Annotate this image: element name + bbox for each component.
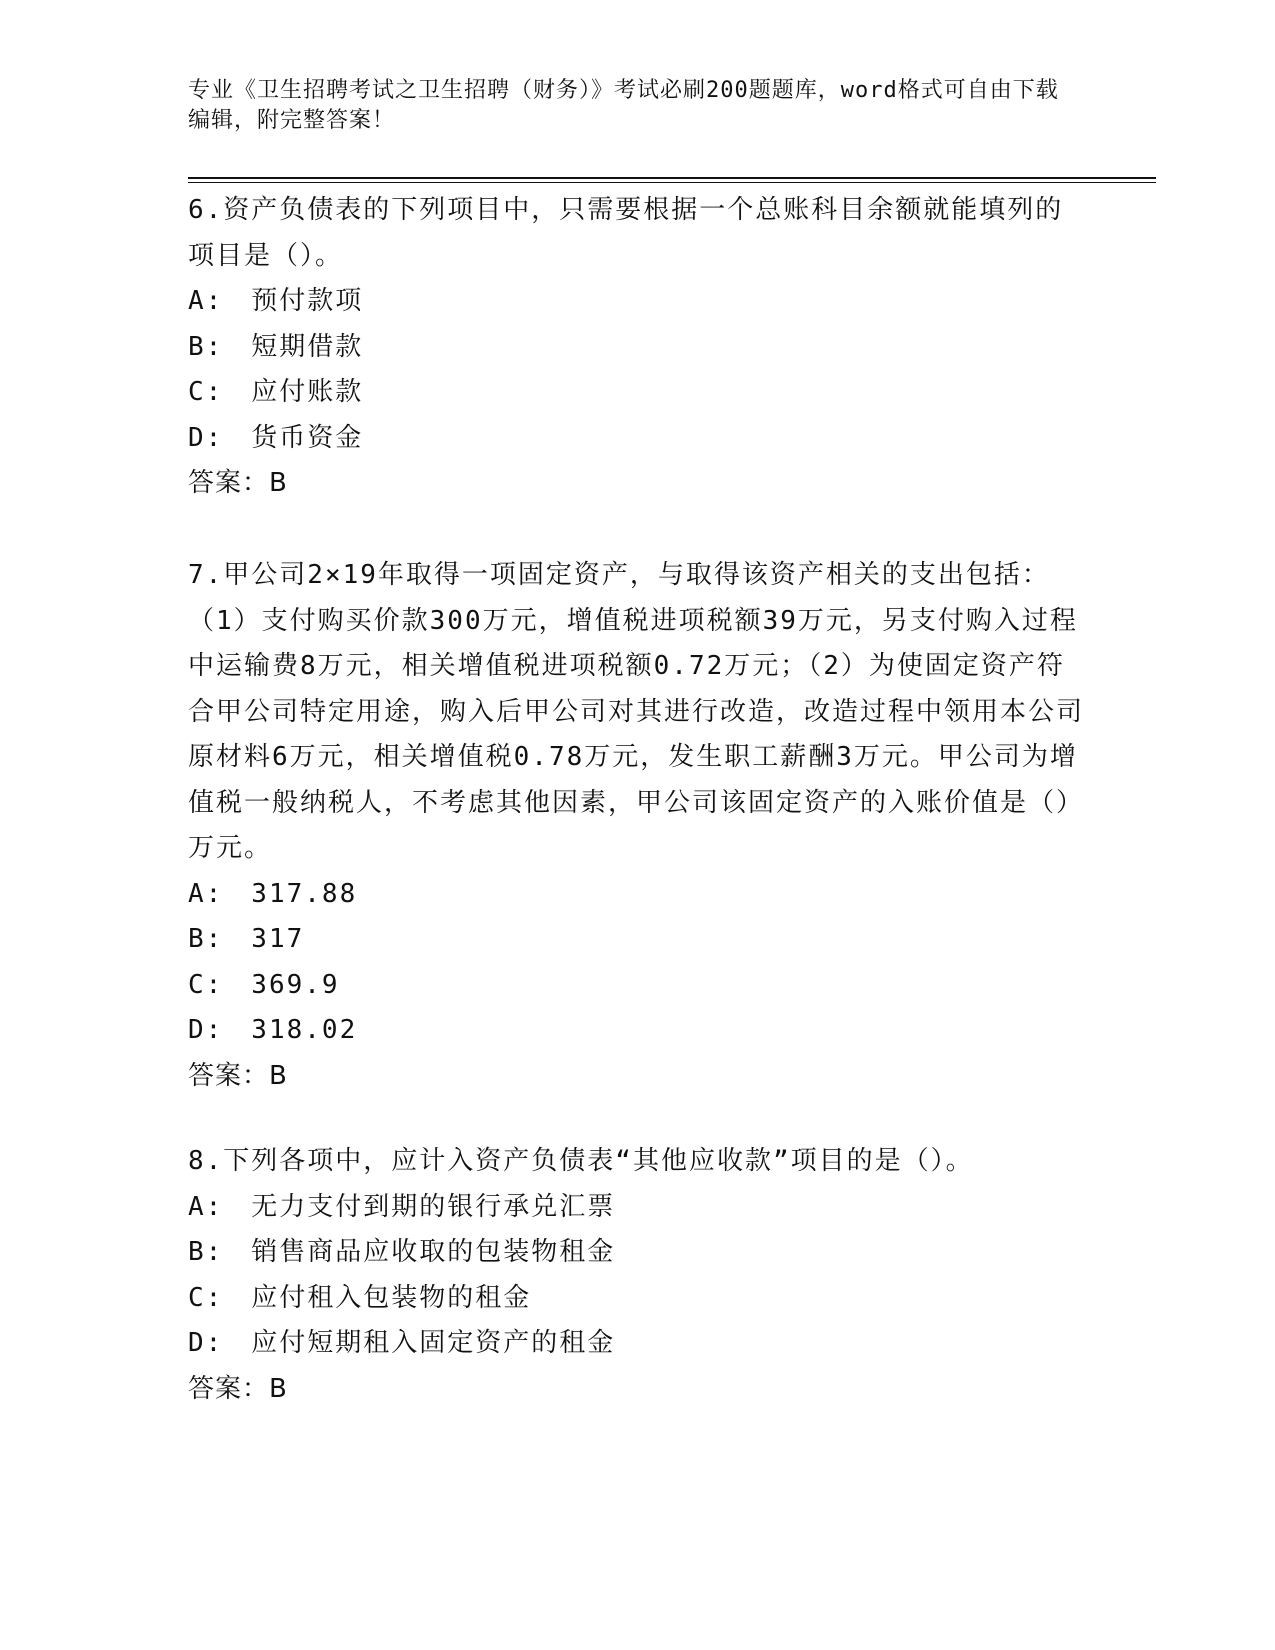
option-a: A: 预付款项 — [188, 286, 364, 316]
option-d: D: 货币资金 — [188, 422, 364, 453]
question-stem: 6.资产负债表的下列项目中，只需要根据一个总账科目余额就能填列的项目是（）。 — [188, 195, 1064, 271]
question-8 — [188, 1139, 1088, 1412]
option-a: A: 无力支付到期的银行承兑汇票 — [188, 1191, 616, 1222]
option-d: D: 应付短期租入固定资产的租金 — [188, 1328, 616, 1358]
answer-line: 答案：B — [188, 468, 288, 498]
question-stem: 7.甲公司2×19年取得一项固定资产，与取得该资产相关的支出包括：（1）支付购买价款300万元，增值税进项税额39万元，另支付购入过程中运输费8万元，相关增值税进项税额0.72万元；（2）为使固定资产符合甲公司特定用途，购入后甲公司对其进行改造，改造过程中领用本公司原材料6万元，相关增值税0.78万元，发生职工薪酬3万元。甲公司为增值税一般纳税人，不考虑其他因素，甲公司该固定资产的入账价值是（）万元。 — [188, 560, 1085, 863]
document-header: 专业《卫生招聘考试之卫生招聘（财务）》考试必刷200题题库，word格式可自由下载编辑，附完整答案！ — [188, 78, 1059, 133]
question-6 — [188, 188, 1088, 507]
question-7 — [188, 553, 1088, 1099]
header-divider-thick — [188, 177, 1156, 179]
question-stem: 8.下列各项中，应计入资产负债表“其他应收款”项目的是（）。 — [188, 1146, 974, 1176]
answer-line: 答案：B — [188, 1373, 288, 1404]
option-c: C: 应付账款 — [188, 377, 364, 407]
option-d: D: 318.02 — [188, 1015, 358, 1045]
option-b: B: 短期借款 — [188, 331, 364, 362]
option-b: B: 317 — [188, 924, 305, 954]
option-c: C: 369.9 — [188, 969, 340, 1000]
option-b: B: 销售商品应收取的包装物租金 — [188, 1237, 616, 1267]
answer-line: 答案：B — [188, 1060, 288, 1091]
option-a: A: 317.88 — [188, 878, 358, 909]
option-c: C: 应付租入包装物的租金 — [188, 1282, 532, 1313]
header-divider-thin — [188, 182, 1156, 183]
